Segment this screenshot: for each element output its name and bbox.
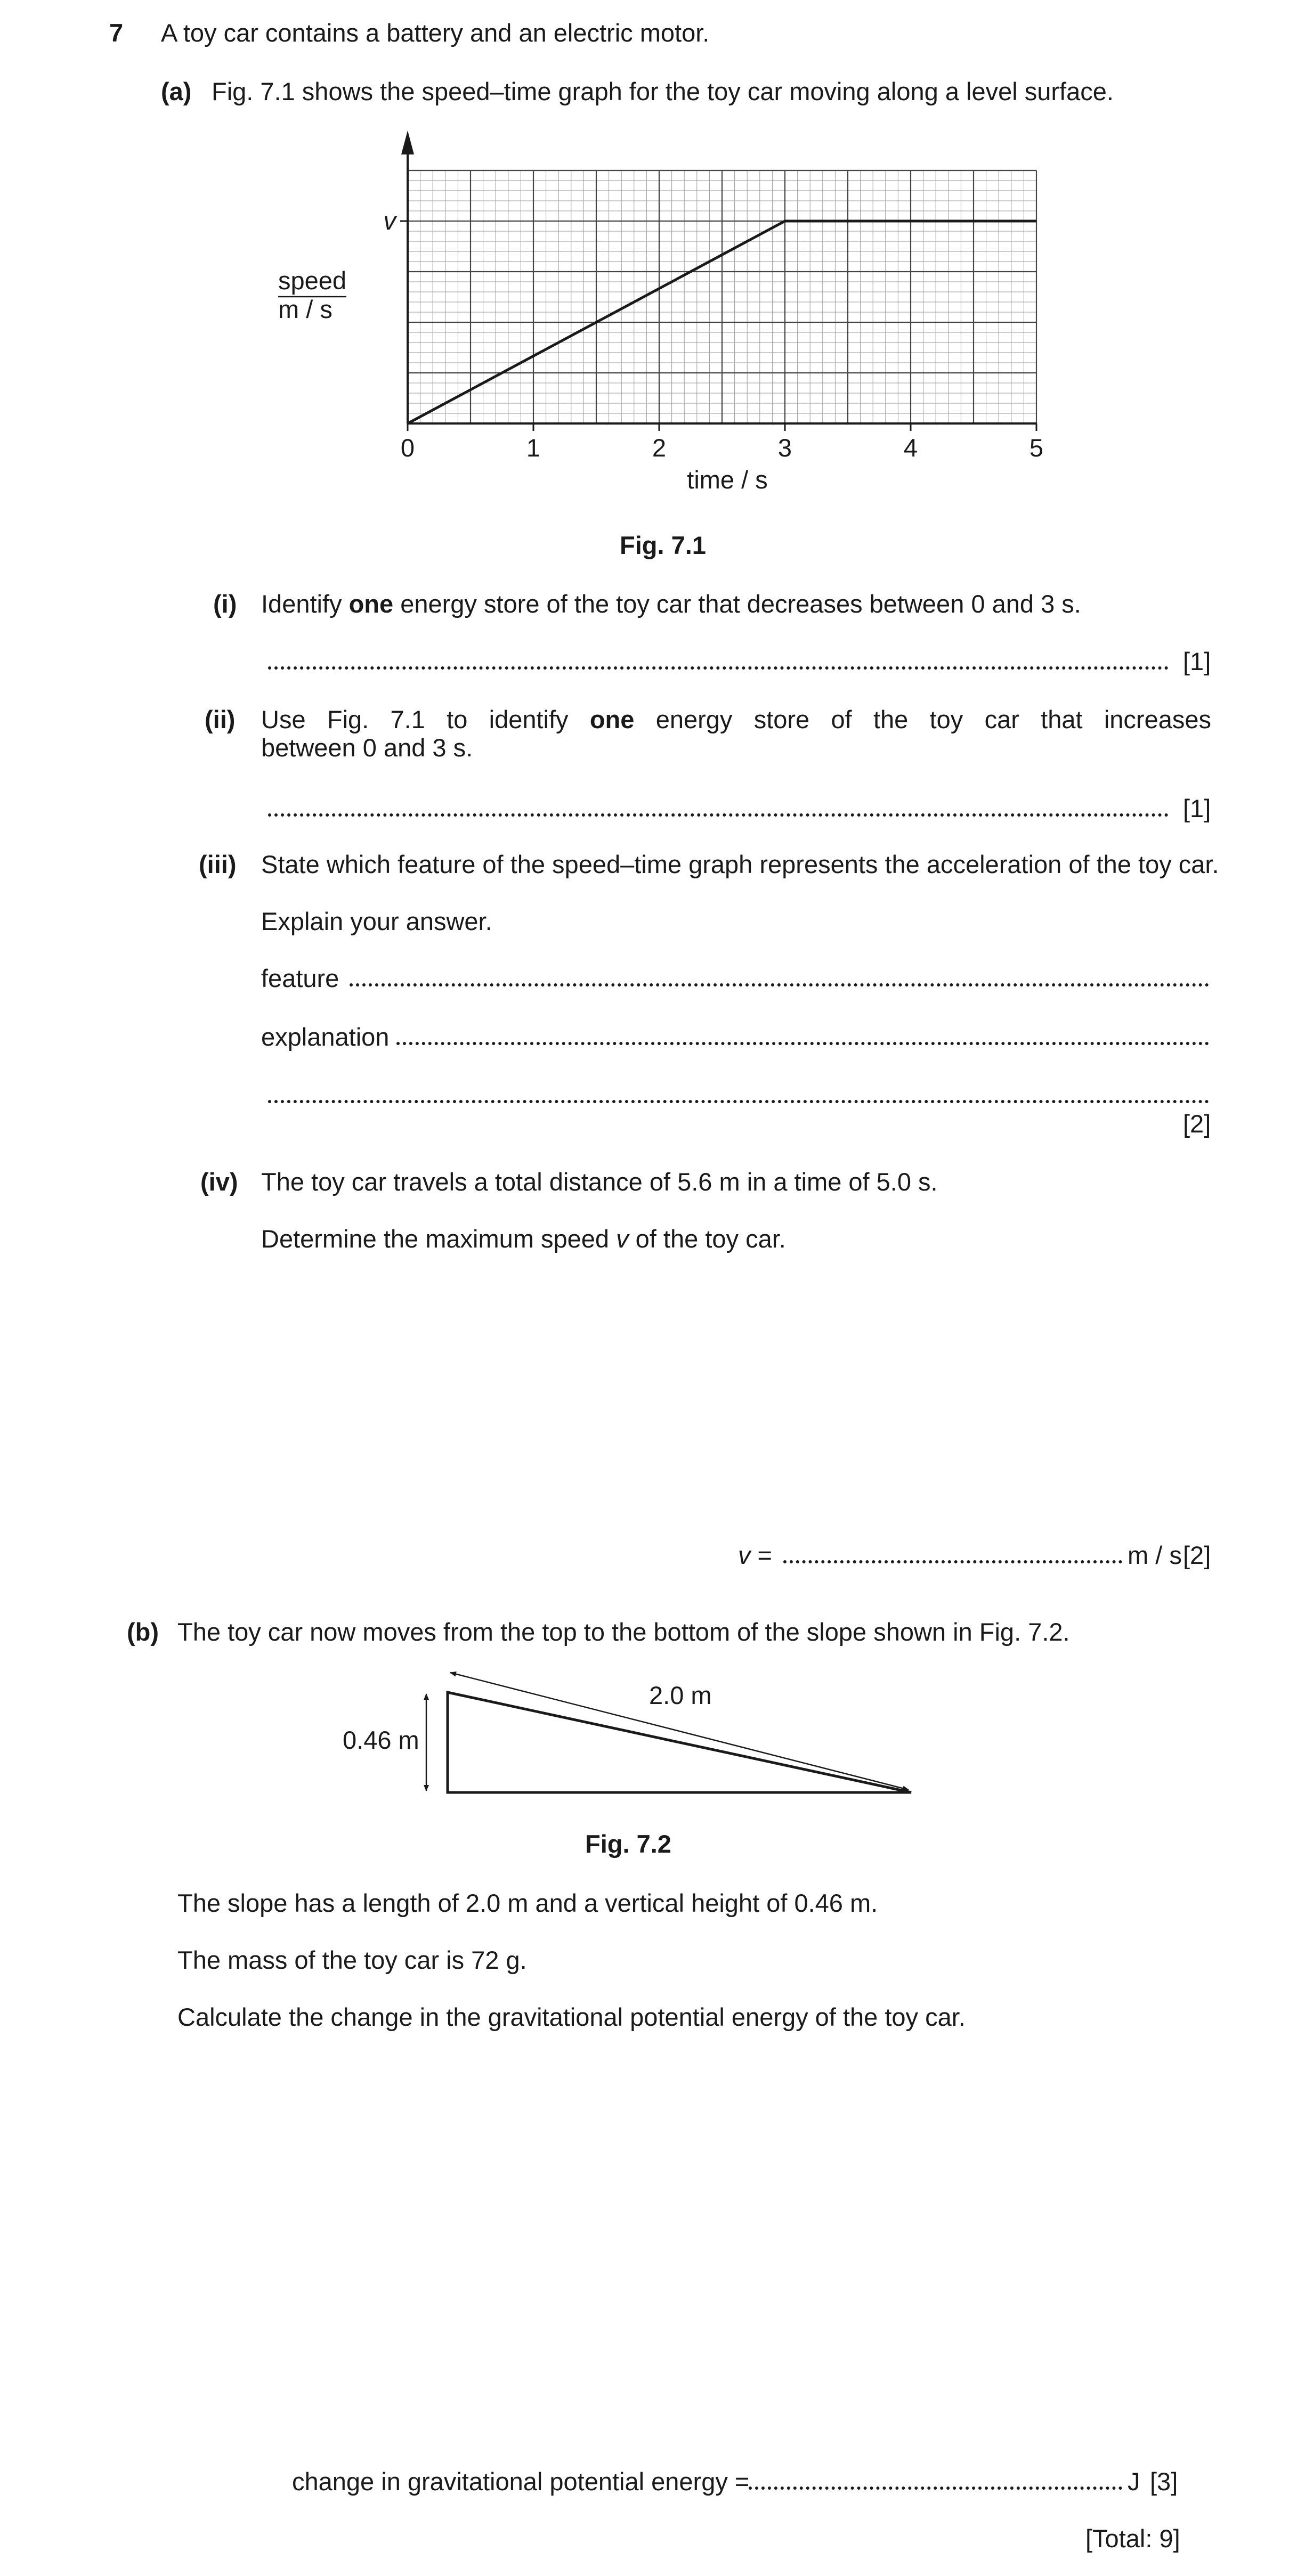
grid-major-lines [408, 170, 1036, 423]
sub-iv-label: (iv) [200, 1168, 238, 1196]
fig-7-2-caption: Fig. 7.2 [585, 1830, 671, 1858]
x-tick-label: 3 [777, 434, 792, 462]
sub-i-text: Identify one energy store of the toy car that decreases between 0 and 3 s. [261, 590, 1081, 618]
sub-iii-explain: Explain your answer. [261, 907, 492, 935]
sub-i-label: (i) [213, 590, 237, 618]
part-b-line2: The mass of the toy car is 72 g. [177, 1946, 527, 1974]
part-b-line1: The slope has a length of 2.0 m and a vertical height of 0.46 m. [177, 1889, 878, 1917]
unit-iv: m / s [1128, 1541, 1182, 1569]
part-a-text: Fig. 7.1 shows the speed–time graph for the toy car moving along a level surface. [212, 77, 1114, 105]
fig-7-1-caption: Fig. 7.1 [620, 531, 706, 559]
answer-line-gpe[interactable] [749, 2487, 1122, 2490]
x-tick-label: 1 [526, 434, 541, 462]
sub-ii-text: Use Fig. 7.1 to identify one energy store of the toy car that increases [261, 705, 1211, 733]
marks-iv: [2] [1183, 1541, 1211, 1569]
y-axis-label-unit: m / s [278, 295, 333, 323]
sub-iv-answer-label: v = [738, 1541, 773, 1569]
x-tick-label: 0 [400, 434, 415, 462]
y-axis-label: speed [278, 266, 347, 295]
part-b-label: (b) [127, 1618, 159, 1646]
marks-b: [3] [1150, 2467, 1178, 2496]
part-b-text: The toy car now moves from the top to the bottom of the slope shown in Fig. 7.2. [177, 1618, 1070, 1646]
sub-ii-label: (ii) [205, 705, 236, 733]
slope-length-label: 2.0 m [649, 1681, 712, 1709]
unit-gpe: J [1128, 2467, 1140, 2496]
x-tick-label: 5 [1029, 434, 1044, 462]
x-tick-label: 4 [903, 434, 918, 462]
y-axis-arrow [401, 131, 414, 154]
answer-line-ii[interactable] [268, 813, 1169, 817]
explanation-label: explanation [261, 1023, 390, 1051]
sub-iii-label: (iii) [199, 850, 237, 878]
slope-height-label: 0.46 m [343, 1726, 419, 1754]
y-tick-label-v: v [383, 207, 396, 235]
answer-line-explanation-1[interactable] [396, 1042, 1209, 1045]
slope-diagram [320, 1662, 959, 1800]
question-intro: A toy car contains a battery and an electric motor. [161, 19, 710, 47]
x-tick-label: 2 [652, 434, 667, 462]
part-a-label: (a) [161, 77, 192, 105]
marks-i: [1] [1183, 647, 1211, 675]
question-number: 7 [109, 19, 124, 47]
sub-ii-text-line2: between 0 and 3 s. [261, 733, 473, 762]
marks-ii: [1] [1183, 794, 1211, 822]
sub-iv-prompt: Determine the maximum speed v of the toy car. [261, 1225, 786, 1253]
gpe-answer-label: change in gravitational potential energy = [292, 2467, 750, 2496]
marks-iii: [2] [1183, 1110, 1211, 1138]
answer-line-i[interactable] [268, 666, 1169, 670]
answer-line-feature[interactable] [350, 983, 1209, 987]
speed-time-graph [0, 0, 1289, 511]
sub-iv-text: The toy car travels a total distance of 5.6 m in a time of 5.0 s. [261, 1168, 938, 1196]
x-axis-label: time / s [687, 466, 768, 494]
answer-line-iv[interactable] [783, 1560, 1122, 1563]
feature-label: feature [261, 964, 339, 992]
total-marks: [Total: 9] [1085, 2524, 1180, 2553]
sub-iii-text: State which feature of the speed–time graph represents the acceleration of the toy car. [261, 850, 1219, 878]
answer-line-explanation-2[interactable] [268, 1100, 1209, 1103]
part-b-line3: Calculate the change in the gravitational potential energy of the toy car. [177, 2003, 966, 2031]
graph-labels [278, 207, 1043, 494]
